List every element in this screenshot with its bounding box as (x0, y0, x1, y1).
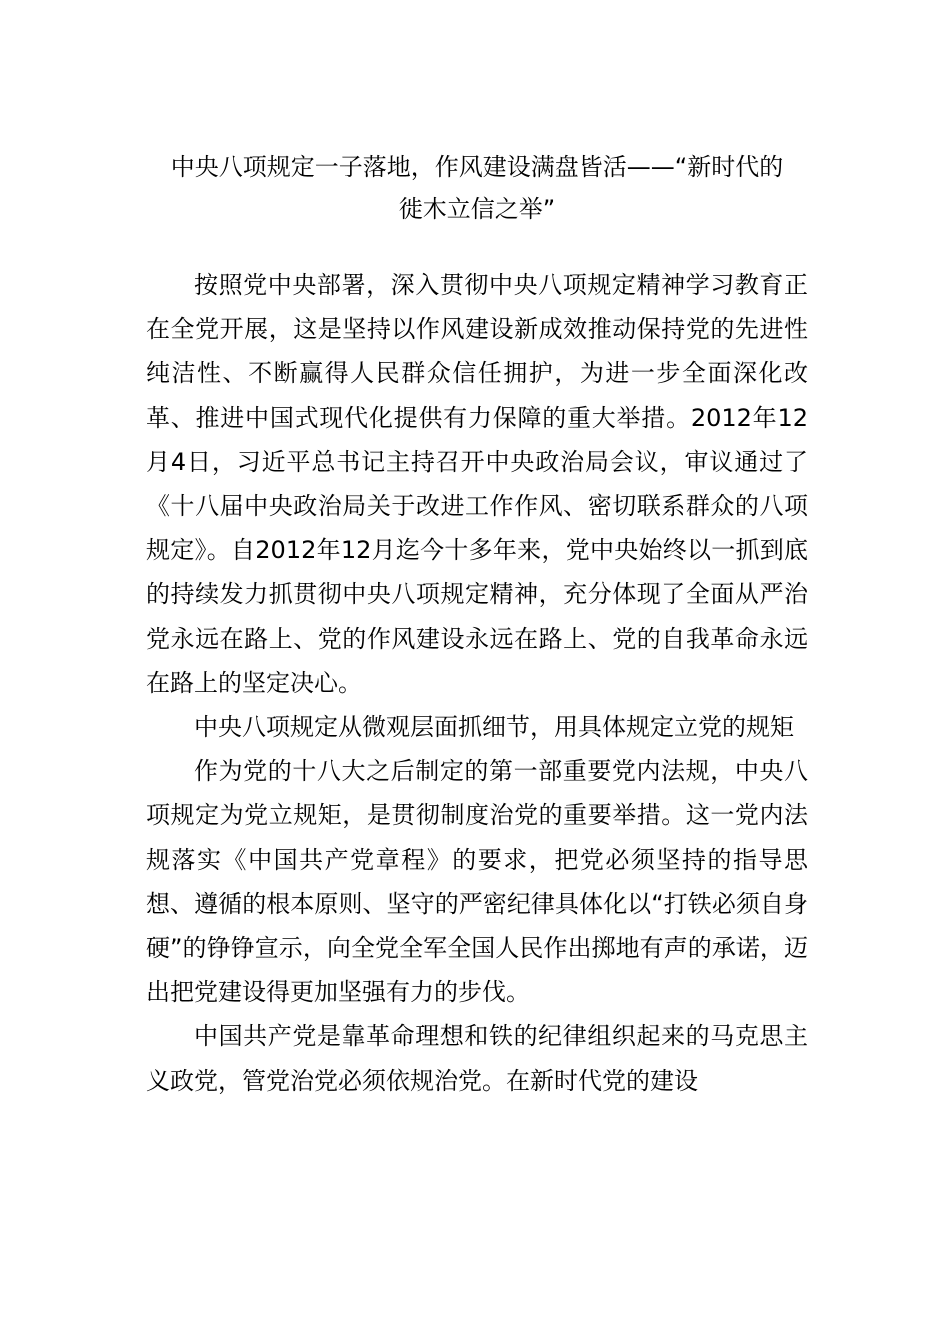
title-line-1: 中央八项规定一子落地，作风建设满盘皆活——“新时代的 (170, 153, 784, 181)
document-title (146, 146, 808, 230)
document-body (146, 263, 808, 1103)
paragraph-regulation: 作为党的十八大之后制定的第一部重要党内法规，中央八项规定为党立规矩，是贯彻制度治党的重要举措。这一党内法规落实《中国共产党章程》的要求，把党必须坚持的指导思想、遵循的根本原则、坚守的严密纪律具体化以“打铁必须自身硬”的铮铮宣示，向全党全军全国人民作出掷地有声的承诺，迈出把党建设得更加坚强有力的步伐。 (146, 757, 808, 1007)
paragraph-party: 中国共产党是靠革命理想和铁的纪律组织起来的马克思主义政党，管党治党必须依规治党。在新时代党的建设 (146, 1022, 808, 1095)
paragraph-intro: 按照党中央部署，深入贯彻中央八项规定精神学习教育正在全党开展，这是坚持以作风建设新成效推动保持党的先进性纯洁性、不断赢得人民群众信任拥护，为进一步全面深化改革、推进中国式现代化提供有力保障的重大举措。2012年12月4日，习近平总书记主持召开中央政治局会议，审议通过了《十八届中央政治局关于改进工作作风、密切联系群众的八项规定》。自2012年12月迄今十多年来，党中央始终以一抓到底的持续发力抓贯彻中央八项规定精神，充分体现了全面从严治党永远在路上、党的作风建设永远在路上、党的自我革命永远在路上的坚定决心。 (146, 271, 808, 697)
title-line-2: 徙木立信之举” (398, 195, 556, 223)
section-heading: 中央八项规定从微观层面抓细节，用具体规定立党的规矩 (194, 713, 794, 742)
